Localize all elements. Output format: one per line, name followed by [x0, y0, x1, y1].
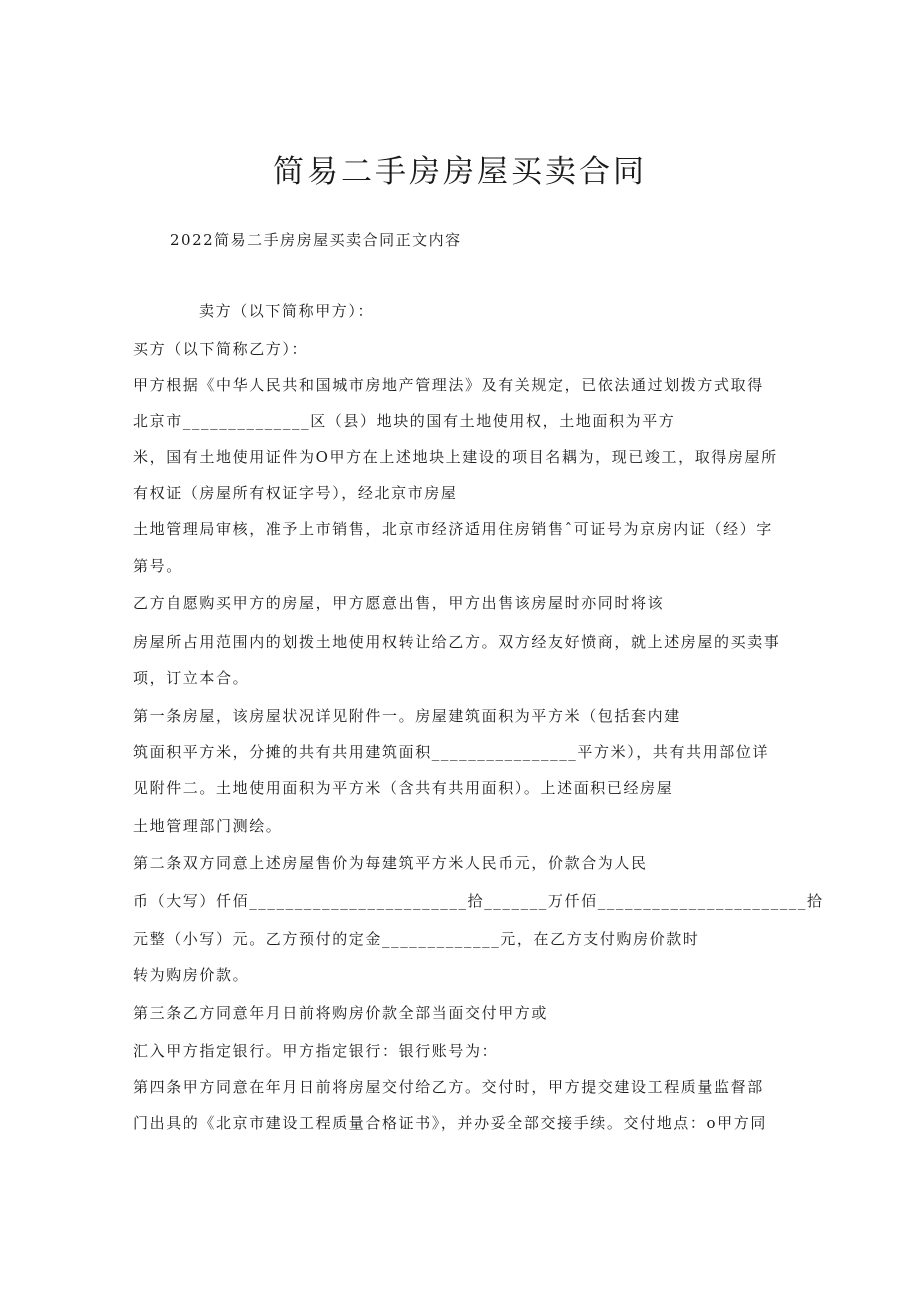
text-line: 币（大写）仟佰________________________拾_______万仟佰_______________________拾 — [133, 892, 824, 910]
document-subtitle: 2022简易二手房房屋买卖合同正文内容 — [170, 231, 462, 249]
text-line: 转为购房价款。 — [133, 966, 250, 984]
text-line: 乙方自愿购买甲方的房屋，甲方愿意出售，甲方出售该房屋时亦同时将该 — [133, 594, 665, 612]
text-line-article-3: 第三条乙方同意年月日前将购房价款全部当面交付甲方或 — [133, 1004, 549, 1022]
text-line: 房屋所占用范围内的划拨土地使用权转让给乙方。双方经友好愤商，就上述房屋的买卖事 — [133, 633, 781, 651]
text-line: 米，国有土地使用证件为O甲方在上述地块上建设的项目名耦为，现已竣工，取得房屋所 — [133, 448, 778, 466]
text-line-article-2: 第二条双方同意上述房屋售价为每建筑平方米人民币元，价款合为人民 — [133, 854, 648, 872]
text-line: 见附件二。土地使用面积为平方米（含共有共用面积）。上述面积已经房屋 — [133, 779, 674, 797]
text-line: 项，订立本合。 — [133, 669, 250, 687]
text-line-article-1: 第一条房屋，该房屋状况详见附件一。房屋建筑面积为平方米（包括套内建 — [133, 707, 681, 725]
text-line: 元整（小写）元。乙方预付的定金_____________元，在乙方支付购房价款时 — [133, 930, 700, 948]
text-line: 第号。 — [133, 557, 183, 575]
text-line: 北京市______________区（县）地块的国有土地使用权，土地面积为平方 — [133, 412, 676, 430]
document-title: 简易二手房房屋买卖合同 — [273, 154, 647, 190]
text-line: 有权证（房屋所有权证字号），经北京市房屋 — [133, 484, 458, 502]
text-line-buyer: 买方（以下简称乙方）： — [133, 340, 309, 358]
text-line: 土地管理局审核，准予上市销售，北京市经济适用住房销售ˆ可证号为京房内证（经）字 — [133, 520, 773, 538]
text-line: 门出具的《北京市建设工程质量合格证书》，并办妥全部交接手续。交付地点：o甲方同 — [133, 1114, 767, 1132]
text-line-seller: 卖方（以下简称甲方）： — [199, 302, 375, 320]
text-line: 甲方根据《中华人民共和国城市房地产管理法》及有关规定，已依法通过划拨方式取得 — [133, 376, 764, 394]
text-line-article-4: 第四条甲方同意在年月日前将房屋交付给乙方。交付时，甲方提交建设工程质量监督部 — [133, 1078, 764, 1096]
text-line: 汇入甲方指定银行。甲方指定银行：银行账号为： — [133, 1042, 499, 1060]
text-line: 土地管理部门测绘。 — [133, 817, 283, 835]
text-line: 筑面积平方米，分摊的共有共用建筑面积________________平方米），共有共用部位详 — [133, 743, 770, 761]
